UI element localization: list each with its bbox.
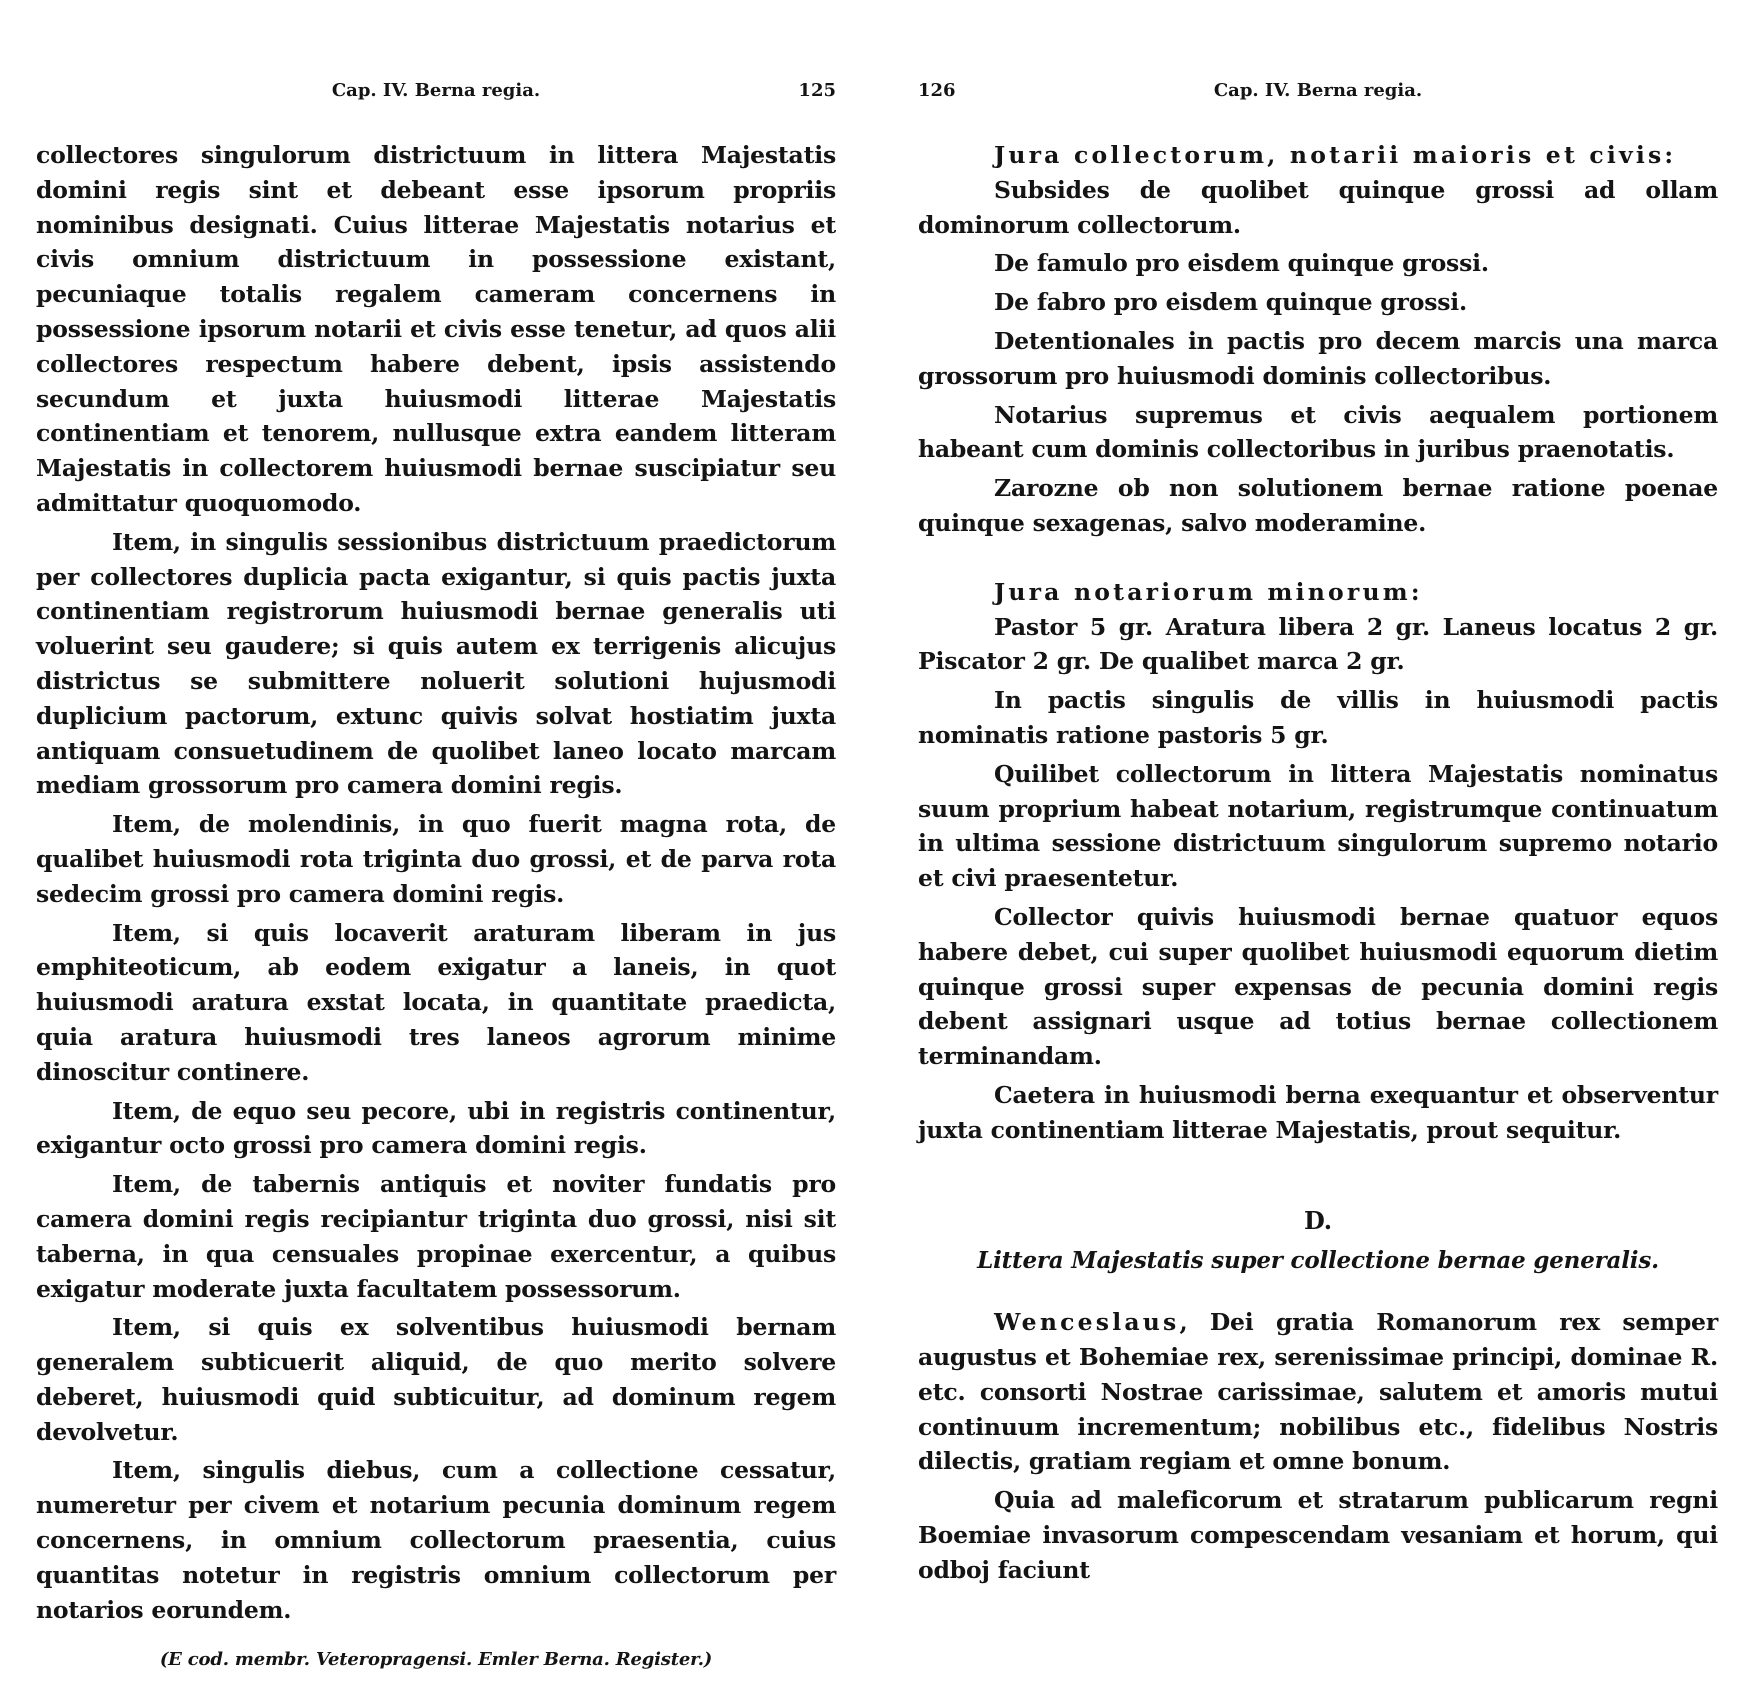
- paragraph: Subsides de quolibet quinque grossi ad ollam dominorum collectorum.: [918, 175, 1718, 239]
- running-head: [918, 80, 1718, 104]
- paragraph: Item, singulis diebus, cum a collectione cessatur, numeretur per civem et notarium pecunia dominum regem concernens, in omnium collectorum praesentia, cuius quantitas notetur in registris omnium collectorum per notarios eorundem.: [36, 1456, 836, 1624]
- section-heading: Jura notariorum minorum:: [994, 577, 1423, 606]
- paragraph: Collector quivis huiusmodi bernae quatuor equos habere debet, cui super quolibet huiusmodi equorum dietim quinque grossi super expensas de pecunia domini regis debent assignari usque ad totius bernae collectionem terminandam.: [918, 902, 1718, 1071]
- paragraph: Item, de equo seu pecore, ubi in registris continentur, exigantur octo grossi pro camera domini regis.: [36, 1096, 836, 1160]
- paragraph: Item, si quis locaverit araturam liberam in jus emphiteoticum, ab eodem exigatur a laneis, in quot huiusmodi aratura exstat locata, in quantitate praedicta, quia aratura huiusmodi tres laneos agrorum minime dinoscitur continere.: [36, 918, 836, 1086]
- page-number: 125: [798, 80, 836, 101]
- paragraph: Notarius supremus et civis aequalem portionem habeant cum dominis collectoribus in juribus praenotatis.: [918, 400, 1718, 464]
- letter-name: Wenceslaus: [994, 1308, 1180, 1337]
- paragraph: Item, in singulis sessionibus districtuum praedictorum per collectores duplicia pacta exigantur, si quis pactis juxta continentiam registrorum huiusmodi bernae generalis uti voluerint seu gaudere; si quis autem ex terrigenis alicujus districtus se submittere noluerit solutioni hujusmodi duplicium pactorum, extunc quivis solvat hostiatim juxta antiquam consuetudinem de quolibet laneo locato marcam mediam grossorum pro camera domini regis.: [36, 527, 836, 800]
- paragraph: Zarozne ob non solutionem bernae ratione poenae quinque sexagenas, salvo moderamine.: [918, 474, 1718, 537]
- paragraph: De fabro pro eisdem quinque grossi.: [994, 288, 1467, 317]
- section-title: Littera Majestatis super collectione bernae generalis.: [977, 1247, 1659, 1275]
- paragraph: Item, si quis ex solventibus huiusmodi bernam generalem subticuerit aliquid, de quo merito solvere deberet, huiusmodi quid subticuitur, ad dominum regem devolvetur.: [36, 1313, 836, 1446]
- letter-text: , Dei gratia Romanorum rex semper augustus et Bohemiae rex, serenissimae principi, dominae R. etc. consorti Nostrae carissimae, salutem et amoris mutui continuum incrementum; nobilibus etc., fidelibus Nostris dilectis, gratiam regiam et omne bonum.: [918, 1308, 1718, 1476]
- running-title: Cap. IV. Berna regia.: [1213, 80, 1423, 101]
- paragraph: In pactis singulis de villis in huiusmodi pactis nominatis ratione pastoris 5 gr.: [918, 686, 1718, 749]
- paragraph: Quilibet collectorum in littera Majestatis nominatus suum proprium habeat notarium, registrumque continuatum in ultima sessione districtuum singulorum supremo notario et civi praesentetur.: [918, 759, 1718, 893]
- paragraph: Item, de molendinis, in quo fuerit magna rota, de qualibet huiusmodi rota triginta duo grossi, et de parva rota sedecim grossi pro camera domini regis.: [36, 810, 836, 908]
- section-letter: D.: [1304, 1205, 1332, 1235]
- paragraph: collectores singulorum districtuum in littera Majestatis domini regis sint et debeant esse ipsorum propriis nominibus designati. Cuius litterae Majestatis notarius et civis omnium districtuum in possessione existant, pecuniaque totalis regalem cameram concernens in possessione ipsorum notarii et civis esse tenetur, ad quos alii collectores respectum habere debent, ipsis assistendo secundum et juxta huiusmodi litterae Majestatis continentiam et tenorem, nullusque extra eandem litteram Majestatis in collectorem huiusmodi bernae suscipiatur seu admittatur quoquomodo.: [36, 141, 836, 517]
- running-head: [36, 80, 836, 104]
- running-title: Cap. IV. Berna regia.: [331, 80, 541, 101]
- paragraph: Caetera in huiusmodi berna exequantur et observentur juxta continentiam litterae Majestatis, prout sequitur.: [918, 1080, 1718, 1144]
- paragraph: Detentionales in pactis pro decem marcis una marca grossorum pro huiusmodi dominis collectoribus.: [918, 326, 1718, 390]
- page-number: 126: [918, 80, 956, 101]
- paragraph: Pastor 5 gr. Aratura libera 2 gr. Laneus locatus 2 gr. Piscator 2 gr. De qualibet marca 2 gr.: [918, 612, 1718, 676]
- paragraph: Item, de tabernis antiquis et noviter fundatis pro camera domini regis recipiantur triginta duo grossi, nisi sit taberna, in qua censuales propinae exercentur, a quibus exigatur moderate juxta facultatem possessorum.: [36, 1170, 836, 1303]
- paragraph: Quia ad maleficorum et stratarum publicarum regni Boemiae invasorum compescendam vesaniam et horum, qui odboj faciunt: [918, 1486, 1718, 1584]
- paragraph: De famulo pro eisdem quinque grossi.: [994, 249, 1489, 278]
- right-body-text: [918, 138, 1718, 1591]
- left-body-text: [36, 138, 836, 1696]
- section-heading: Jura collectorum, notarii maioris et civis:: [994, 141, 1677, 169]
- paragraph: [918, 1305, 1718, 1479]
- source-note: (E cod. membr. Veteropragensi. Emler Berna. Register.): [159, 1649, 713, 1671]
